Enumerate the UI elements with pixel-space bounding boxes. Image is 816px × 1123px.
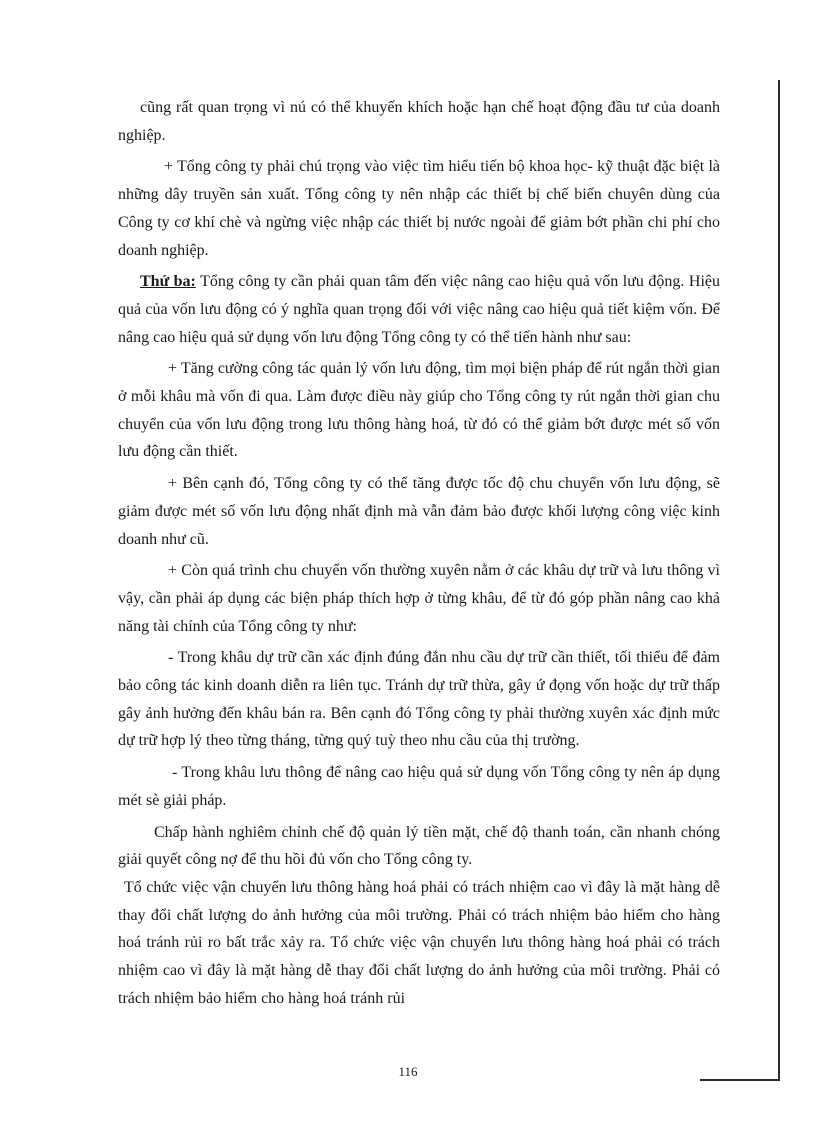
paragraph-1: cũng rất quan trọng vì nú có thể khuyến khích hoặc hạn chế hoạt động đầu tư của doanh nghiệp.	[118, 99, 720, 144]
paragraph-7: - Trong khâu dự trữ cần xác định đúng đắn nhu cầu dự trữ cần thiết, tối thiểu để đảm bảo công tác kinh doanh diễn ra liên tục. Tránh dự trữ thừa, gây ứ đọng vốn hoặc dự trữ thấp gây ảnh hưởng đến khâu bán ra. Bên cạnh đó Tổng công ty phải thường xuyên xác định mức dự trữ hợp lý theo từng tháng, từng quý tuỳ theo nhu cầu của thị trường.	[118, 649, 720, 750]
paragraph-5: + Bên cạnh đó, Tổng công ty có thể tăng được tốc độ chu chuyển vốn lưu động, sẽ giảm được mét số vốn lưu động nhất định mà vẫn đảm bảo được khối lượng công việc kinh doanh như cũ.	[118, 475, 720, 548]
section-label: Thứ ba:	[140, 273, 196, 291]
paragraph-3-text: Tổng công ty cần phải quan tâm đến việc nâng cao hiệu quả vốn lưu động. Hiệu quả của vốn lưu động có ý nghĩa quan trọng đối với việc nâng cao hiệu quả tiết kiệm vốn. Để nâng cao hiệu quả sử dụng vốn lưu động Tổng công ty có thể tiến hành như sau:	[118, 273, 720, 346]
paragraph-2: + Tổng công ty phải chú trọng vào việc tìm hiểu tiến bộ khoa học- kỹ thuật đặc biệt là những dây truyền sản xuất. Tổng công ty nên nhập các thiết bị chế biến chuyên dùng của Công ty cơ khí chè và ngừng việc nhập các thiết bị nước ngoài để giảm bớt phần chi phí cho doanh nghiệp.	[118, 158, 720, 259]
paragraph-3	[118, 268, 720, 351]
paragraph-8: - Trong khâu lưu thông để nâng cao hiệu quả sử dụng vốn Tổng công ty nên áp dụng mét sè giải pháp.	[118, 764, 720, 809]
page-number: 116	[398, 1064, 418, 1079]
paragraph-4: + Tăng cường công tác quản lý vốn lưu động, tìm mọi biện pháp để rút ngắn thời gian ở mỗi khâu mà vốn đi qua. Làm được điều này giúp cho Tổng công ty rút ngắn thời gian chu chuyển của vốn lưu động trong lưu thông hàng hoá, từ đó có thể giảm bớt được mét số vốn lưu động cần thiết.	[118, 360, 720, 461]
document-body	[118, 94, 720, 1013]
paragraph-10: Tổ chức việc vận chuyển lưu thông hàng hoá phải có trách nhiệm cao vì đây là mặt hàng dễ thay đổi chất lượng do ảnh hưởng của môi trường. Phải có trách nhiệm bảo hiểm cho hàng hoá tránh rủi ro bất trắc xảy ra. Tổ chức việc vận chuyển lưu thông hàng hoá phải có trách nhiệm cao vì đây là mặt hàng dễ thay đổi chất lượng do ảnh hưởng của môi trường. Phải có trách nhiệm bảo hiểm cho hàng hoá tránh rủi	[118, 878, 720, 1007]
paragraph-6: + Còn quá trình chu chuyển vốn thường xuyên nằm ở các khâu dự trữ và lưu thông vì vậy, cần phải áp dụng các biện pháp thích hợp ở từng khâu, để từ đó góp phần nâng cao khả năng tài chính của Tổng công ty như:	[118, 562, 720, 635]
paragraph-9: Chấp hành nghiêm chỉnh chế độ quản lý tiền mặt, chế độ thanh toán, cần nhanh chóng giải quyết công nợ để thu hồi đủ vốn cho Tổng công ty.	[118, 823, 720, 869]
page-border-right	[778, 80, 780, 1080]
